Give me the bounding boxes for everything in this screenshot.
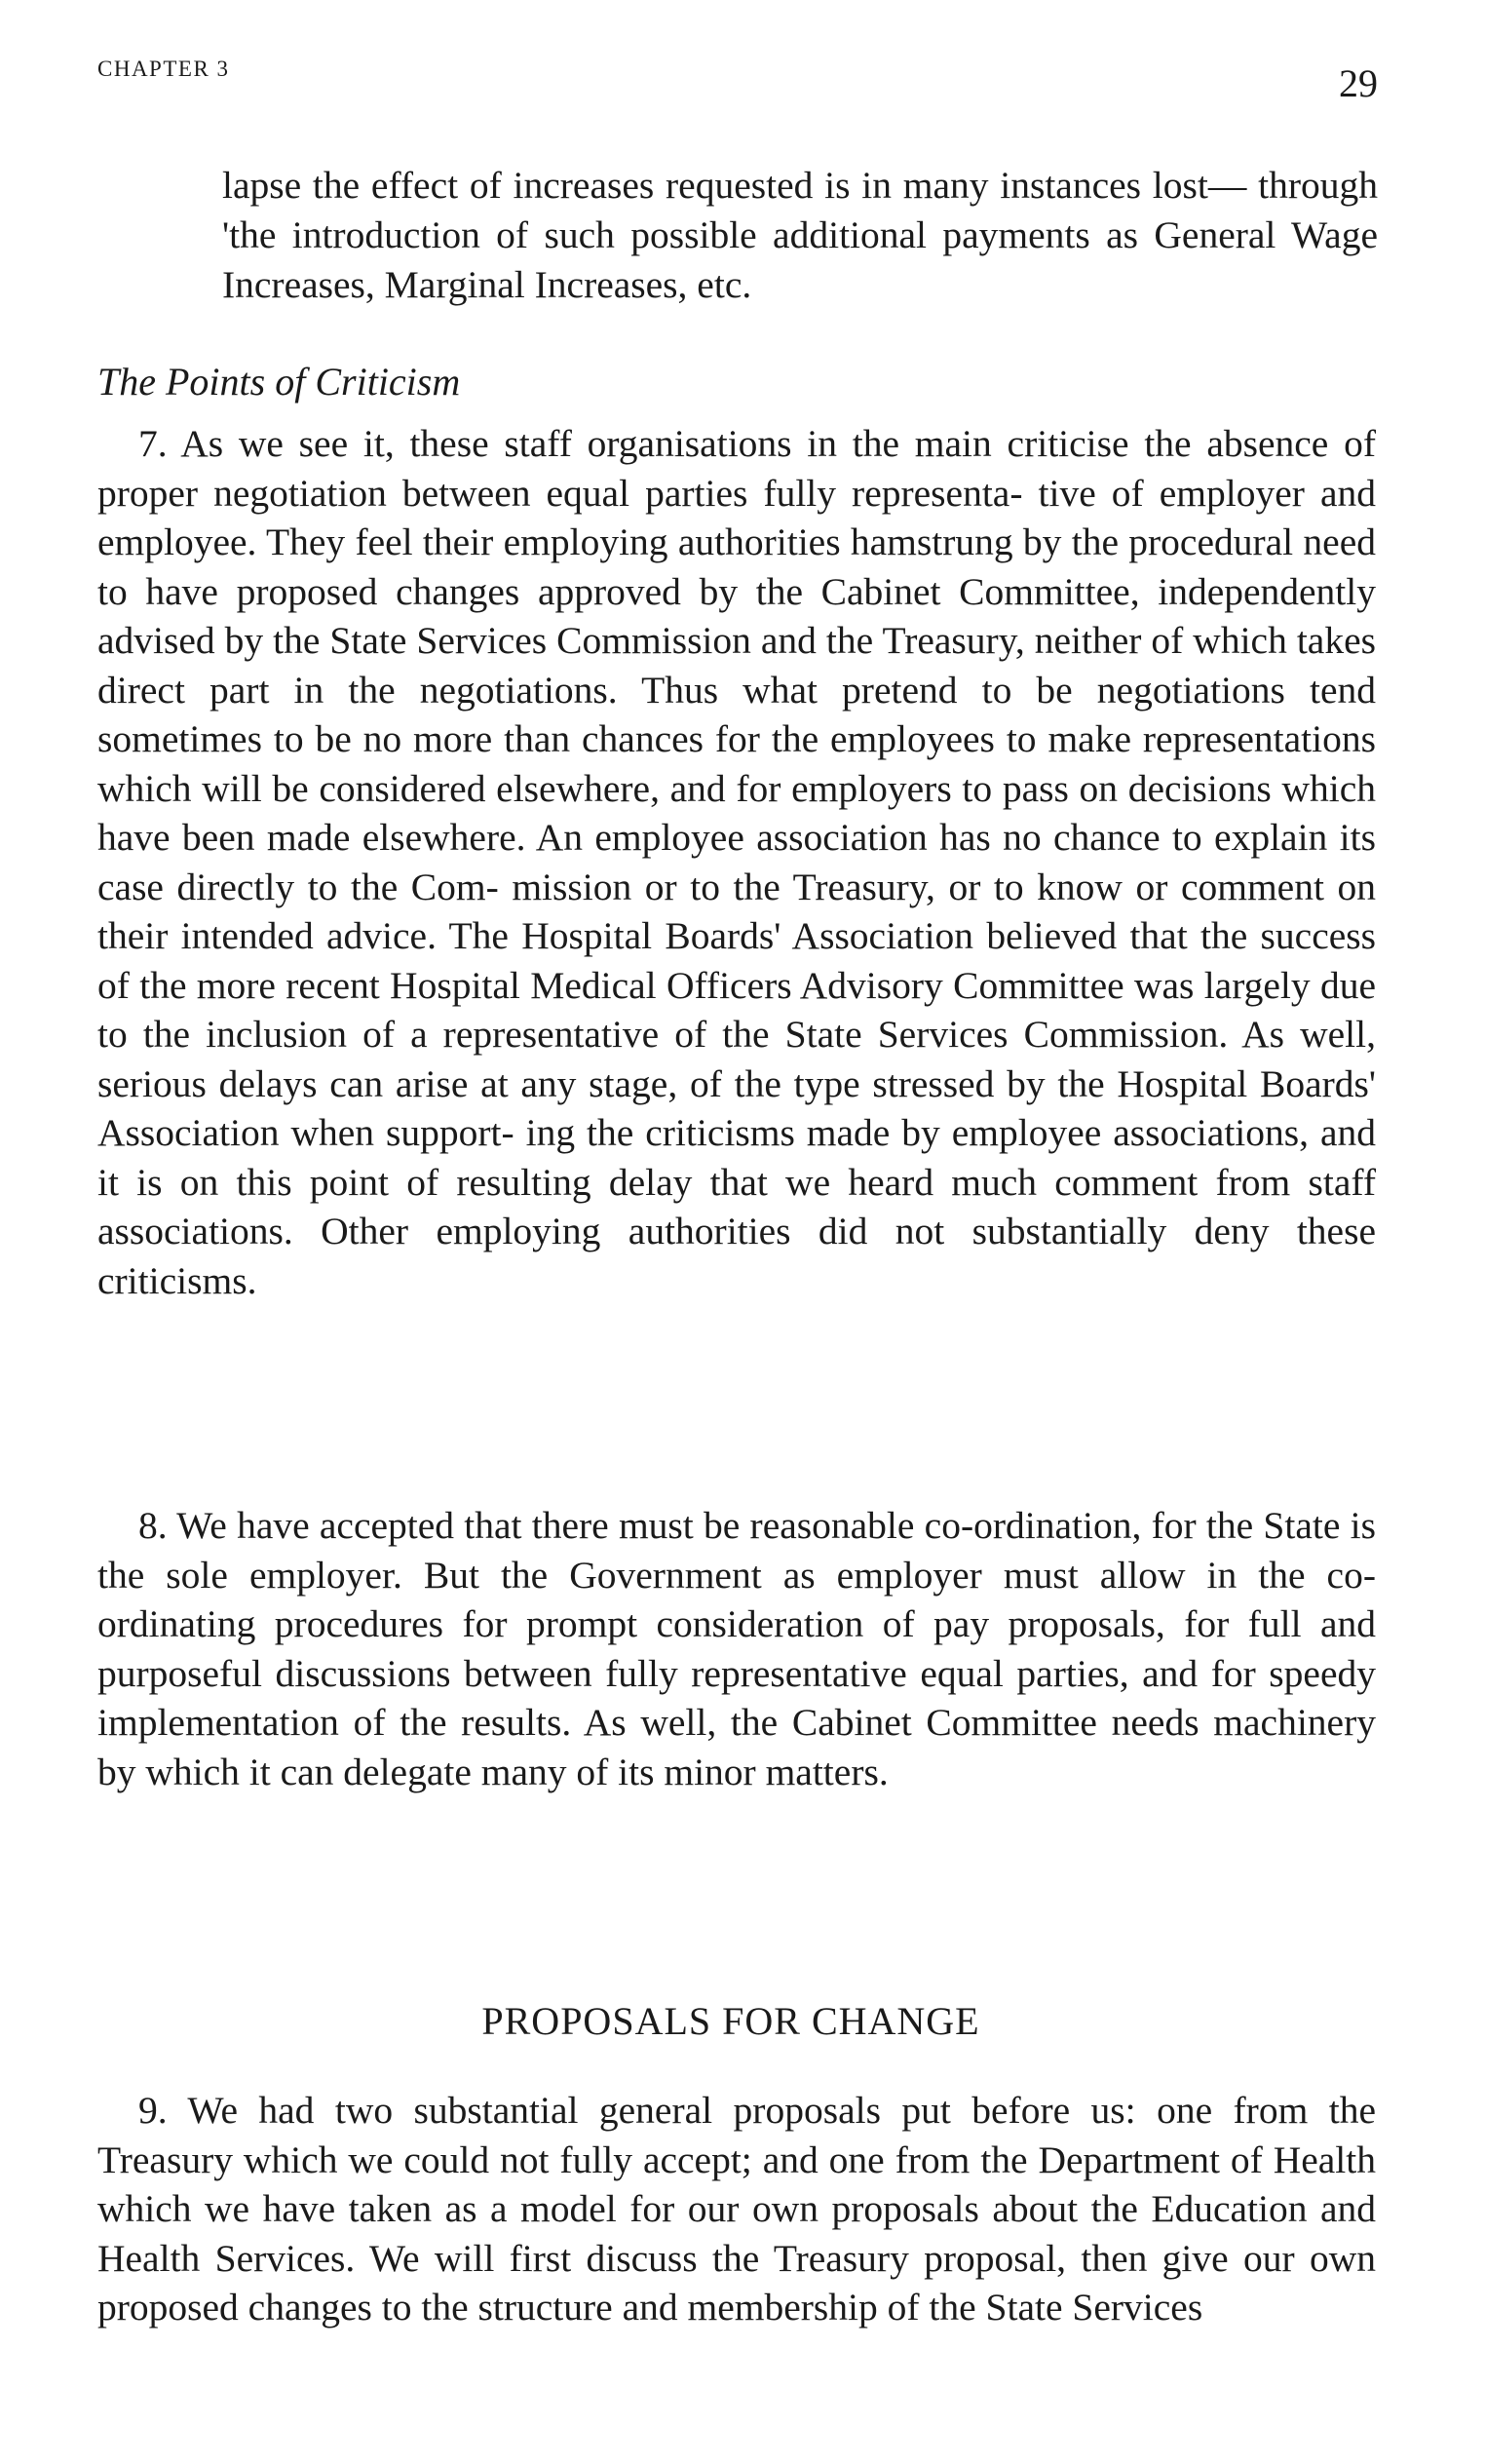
page-number: 29: [1339, 61, 1378, 105]
section-heading: PROPOSALS FOR CHANGE: [481, 1999, 980, 2043]
subheading: The Points of Criticism: [97, 360, 461, 404]
paragraph-8: [97, 1501, 1376, 1796]
paragraph-9-text: 9. We had two substantial general proposals put before us: one from the Treasury which we could not fully accept; and one from the Department of Health which we have taken as a model for our own proposals about the Education and Health Services. We will first discuss the Treasury proposal, then give our own proposed changes to the structure and membership of the State Services: [97, 2089, 1376, 2329]
paragraph-7: [97, 419, 1376, 1305]
continuation-paragraph: lapse the effect of increases requested is in many instances lost— through 'the introduction of such possible additional payments as General Wage Increases, Marginal Increases, etc.: [222, 164, 1378, 306]
paragraph-7-text: 7. As we see it, these staff organisations in the main criticise the absence of proper negotiation between equal parties fully representa- tive of employer and employee. They feel their employing authorities hamstrung by the procedural need to have proposed changes approved by the Cabinet Committee, independently advised by the State Services Commission and the Treasury, neither of which takes direct part in the negotiations. Thus what pretend to be negotiations tend sometimes to be no more than chances for the employees to make representations which will be considered elsewhere, and for employers to pass on decisions which have been made elsewhere. An employee association has no chance to explain its case directly to the Com- mission or to the Treasury, or to know or comment on their intended advice. The Hospital Boards' Association believed that the success of the more recent Hospital Medical Officers Advisory Committee was largely due to the inclusion of a representative of the State Services Commission. As well, serious delays can arise at any stage, of the type stressed by the Hospital Boards' Association when support- ing the criticisms made by employee associations, and it is on this point of resulting delay that we heard much comment from staff associations. Other employing authorities did not substantially deny these criticisms.: [97, 422, 1376, 1302]
paragraph-8-text: 8. We have accepted that there must be reasonable co-ordination, for the State is the sole employer. But the Government as employer must allow in the co-ordinating procedures for prompt consideration of pay proposals, for full and purposeful discussions between fully representative equal parties, and for speedy implementation of the results. As well, the Cabinet Committee needs machinery by which it can delegate many of its minor matters.: [97, 1504, 1376, 1793]
running-head: CHAPTER 3: [97, 57, 230, 81]
paragraph-9: [97, 2086, 1376, 2332]
